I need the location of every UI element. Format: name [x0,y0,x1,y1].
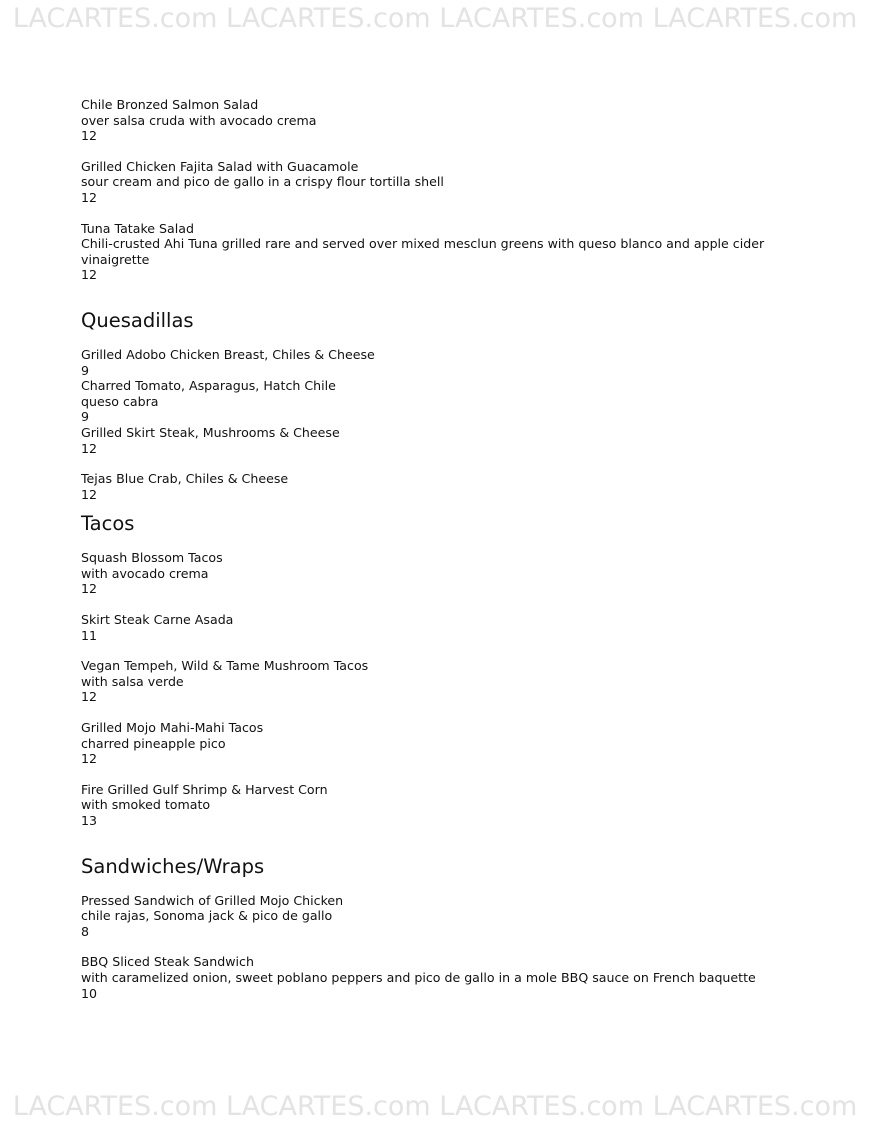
item-name: Fire Grilled Gulf Shrimp & Harvest Corn [81,781,328,797]
menu-item [81,893,801,940]
menu-item [81,612,801,643]
section-heading-quesadillas: Quesadillas [81,308,194,332]
item-name: Skirt Steak Carne Asada [81,612,234,628]
item-description: with avocado crema [81,565,209,581]
item-description: with smoked tomato [81,797,211,813]
item-price: 10 [81,985,98,1001]
menu-page [81,97,801,1001]
menu-item [81,550,801,597]
menu-item [81,782,801,829]
item-description: over salsa cruda with avocado crema [81,112,317,128]
item-price: 12 [81,486,98,502]
item-description: Chili-crusted Ahi Tuna grilled rare and served over mixed mesclun greens with queso blanco and apple cider vinaigrette [81,236,765,267]
menu-item [81,720,801,767]
item-name: Squash Blossom Tacos [81,550,223,566]
item-name: Grilled Adobo Chicken Breast, Chiles & Cheese [81,346,375,362]
item-price: 12 [81,581,98,597]
item-name: Grilled Mojo Mahi-Mahi Tacos [81,720,264,736]
section-heading-tacos: Tacos [81,512,135,536]
item-price: 8 [81,923,90,939]
menu-item [81,658,801,705]
watermark-bottom: LACARTES.com LACARTES.com LACARTES.com LACARTES.com [12,1091,858,1122]
item-description: chile rajas, Sonoma jack & pico de gallo [81,908,333,924]
item-name: Tuna Tatake Salad [81,220,194,236]
item-name: Chile Bronzed Salmon Salad [81,97,259,112]
item-price: 9 [81,362,90,378]
item-price: 12 [81,189,98,205]
menu-item [81,425,801,456]
item-price: 12 [81,267,98,283]
menu-item [81,221,801,283]
item-price: 12 [81,440,98,456]
section-heading-sandwiches: Sandwiches/Wraps [81,854,265,878]
item-name: Tejas Blue Crab, Chiles & Cheese [81,471,289,487]
menu-item [81,471,801,502]
item-name: BBQ Sliced Steak Sandwich [81,954,254,970]
item-name: Charred Tomato, Asparagus, Hatch Chile [81,378,336,394]
item-description: sour cream and pico de gallo in a crispy flour tortilla shell [81,174,444,190]
item-description: with salsa verde [81,673,184,689]
watermark-top: LACARTES.com LACARTES.com LACARTES.com LACARTES.com [12,3,858,34]
menu-item [81,954,801,1001]
menu-item [81,97,801,144]
item-price: 11 [81,627,98,643]
item-price: 9 [81,409,90,425]
item-description: queso cabra [81,393,159,409]
menu-item [81,347,801,378]
menu-item [81,159,801,206]
item-price: 12 [81,689,98,705]
item-name: Grilled Skirt Steak, Mushrooms & Cheese [81,424,340,440]
item-name: Grilled Chicken Fajita Salad with Guacamole [81,158,359,174]
menu-item [81,378,801,425]
item-description: charred pineapple pico [81,735,226,751]
item-price: 13 [81,813,98,828]
item-price: 12 [81,128,98,144]
item-name: Pressed Sandwich of Grilled Mojo Chicken [81,892,344,908]
item-price: 12 [81,751,98,767]
item-description: with caramelized onion, sweet poblano peppers and pico de gallo in a mole BBQ sauce on French baquette [81,969,756,985]
item-name: Vegan Tempeh, Wild & Tame Mushroom Tacos [81,658,369,674]
